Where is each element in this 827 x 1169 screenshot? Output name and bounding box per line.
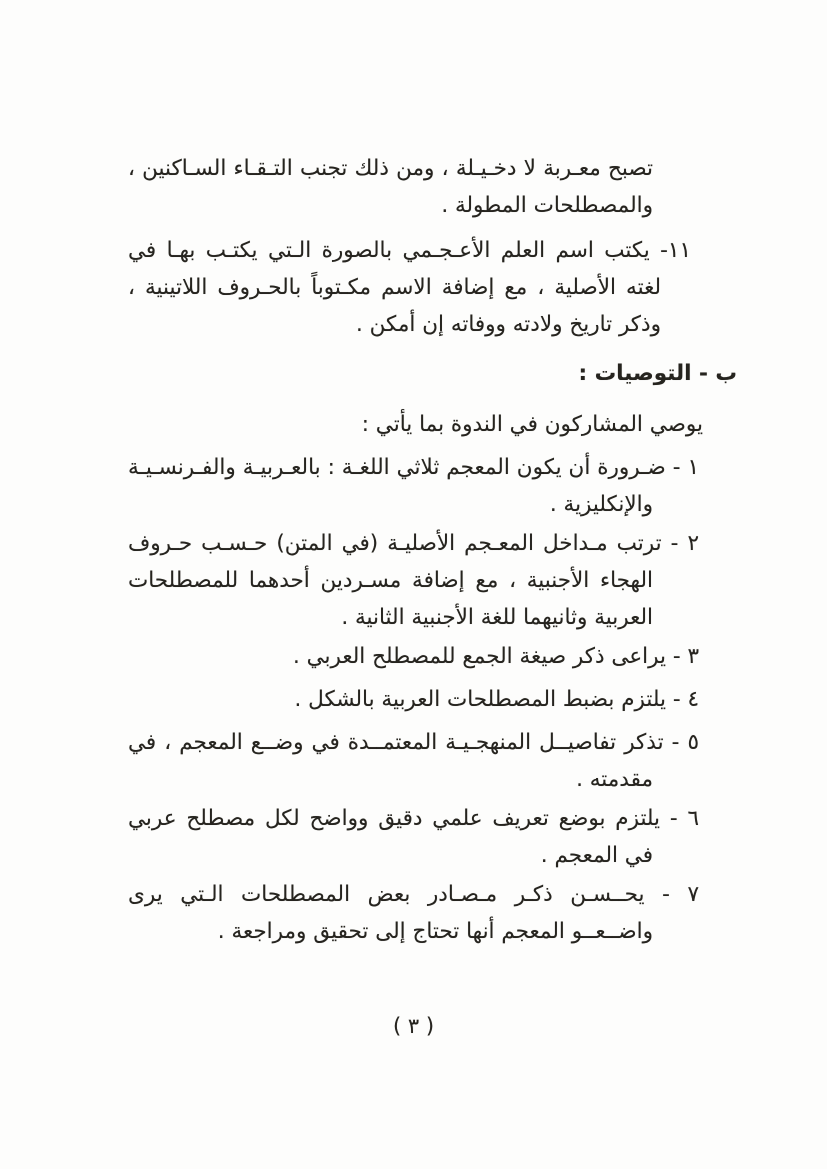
lead-line: يوصي المشاركون في الندوة بما يأتي : [361,412,703,437]
item-11-number: ١١- [660,238,691,263]
item-number: ٧ - [662,882,700,907]
numbered-item-11 [128,232,691,343]
item-text: يحــسـن ذكـر مـصـادر بعض المصطلحات الـتي يرى واضــعــو المعجم أنها تحتاج إلى تحقيق ومراجعة . [128,882,653,944]
item-number: ٢ - [670,531,699,556]
item-text: ضـرورة أن يكون المعجم ثلاثي اللغـة : بالعـربيـة والفـرنسـيـة والإنكليزية . [128,455,666,517]
item-text: ترتب مـداخل المعـجم الأصليـة (في المتن) حـسـب حـروف الهجاء الأجنبية ، مع إضافة مسـردين أحدهما للمصطلحات العربية وثانيهما للغة الأجنبية الثانية . [128,531,662,630]
page-number: ( ٣ ) [392,1014,435,1038]
item-number: ١ - [672,455,699,480]
recommendation-item-4 [128,681,699,718]
item-number: ٤ - [672,687,699,712]
document-text-block [0,150,827,952]
item-number: ٣ - [672,644,699,669]
section-heading-recommendations: ب - التوصيات : [578,361,737,386]
item-number: ٥ - [671,730,699,755]
item-number: ٦ - [669,806,699,831]
recommendation-item-6 [128,800,699,874]
recommendation-item-3 [128,638,699,675]
item-11-text: يكتب اسم العلم الأعـجـمي بالصورة الـتي يكتـب بهـا في لغته الأصلية ، مع إضافة الاسم مكـتوباً بالحـروف اللاتينية ، وذكر تاريخ ولادته ووفاته إن أمكن . [128,238,661,337]
recommendation-item-2 [128,525,699,636]
recommendation-item-1 [128,449,699,523]
item-text: يلتزم بوضع تعريف علمي دقيق وواضح لكل مصطلح عربي في المعجم . [128,806,661,868]
item-text: يلتزم بضبط المصطلحات العربية بالشكل . [294,687,666,712]
item-text: تذكر تفاصيــل المنهجـيـة المعتمــدة في وضــع المعجم ، في مقدمته . [128,730,664,792]
opening-paragraph: تصبح معـربة لا دخـيـلة ، ومن ذلك تجنب التـقـاء السـاكنين ، والمصطلحات المطولة . [128,156,653,218]
item-text: يراعى ذكر صيغة الجمع للمصطلح العربي . [292,644,666,669]
recommendation-item-5 [128,724,699,798]
recommendation-item-7 [128,876,699,950]
